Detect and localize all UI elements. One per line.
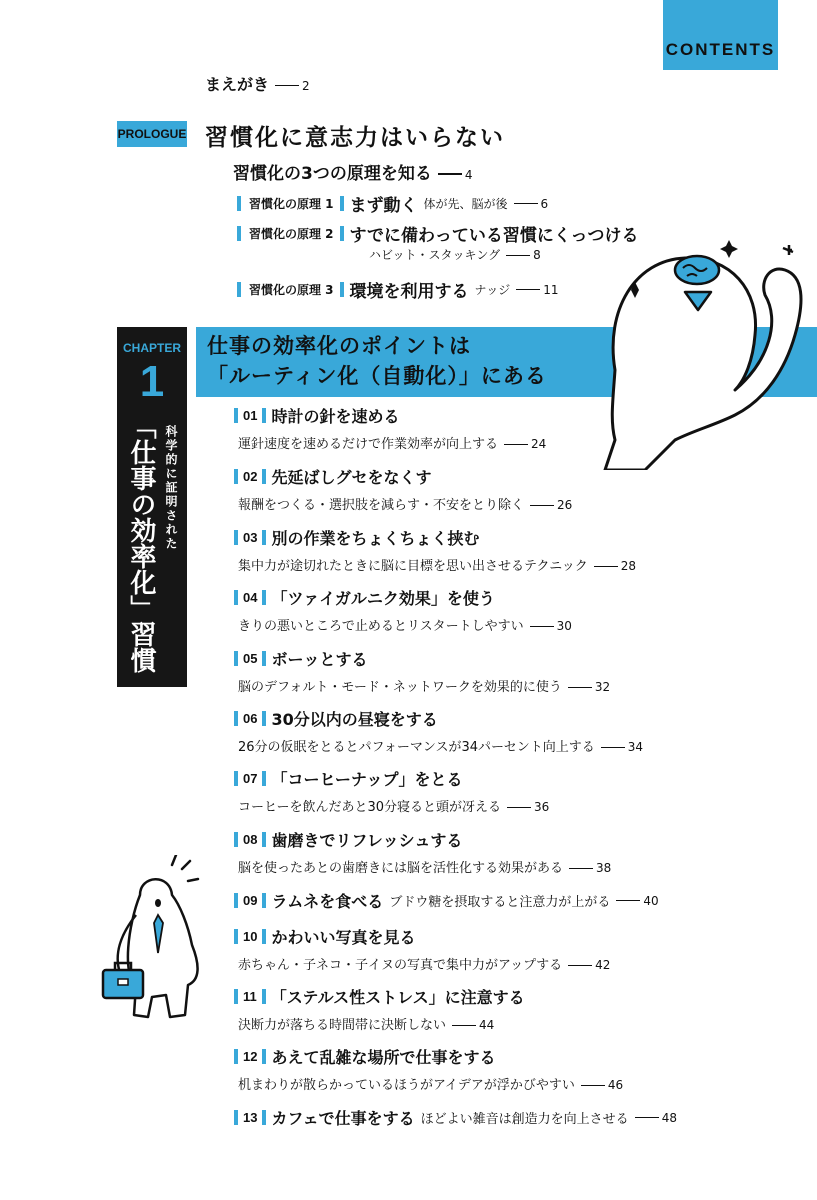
prologue-subsection[interactable] xyxy=(233,159,472,184)
item-number: 08 xyxy=(243,832,258,847)
item-page: 42 xyxy=(595,958,611,972)
leader-dash xyxy=(568,687,592,689)
leader-dash xyxy=(616,900,640,902)
prologue-sub-title: 習慣化の3つの原理を知る xyxy=(233,164,432,184)
leader-dash xyxy=(581,1085,605,1087)
item-number: 10 xyxy=(243,929,258,944)
toc-item-04[interactable] xyxy=(234,586,572,634)
item-number: 07 xyxy=(243,771,258,786)
chapter-title[interactable] xyxy=(207,331,547,391)
principle-page: 6 xyxy=(540,197,549,211)
accent-bar xyxy=(262,651,266,666)
toc-item-07[interactable] xyxy=(234,767,549,815)
item-page: 44 xyxy=(479,1018,495,1032)
chapter-title-line2: 「ルーティン化（自動化）」にある xyxy=(207,364,547,388)
item-title: かわいい写真を見る xyxy=(271,928,416,947)
item-desc: 赤ちゃん・子ネコ・子イヌの写真で集中力がアップする xyxy=(238,958,563,973)
item-number: 04 xyxy=(243,590,258,605)
principle-note: 体が先、脳が後 xyxy=(423,197,508,211)
accent-bar xyxy=(234,771,238,786)
chapter-label: CHAPTER xyxy=(122,341,181,355)
toc-item-12[interactable] xyxy=(234,1045,623,1093)
item-page: 38 xyxy=(596,861,612,875)
principle-2-note xyxy=(369,246,541,263)
principle-note: ハビット・スタッキング xyxy=(369,248,501,262)
leader-dash xyxy=(601,747,625,749)
item-desc: ほどよい雑音は創造力を向上させる xyxy=(420,1112,629,1127)
accent-bar xyxy=(262,1110,266,1125)
accent-bar xyxy=(262,469,266,484)
leader-dash xyxy=(569,868,593,870)
item-number: 13 xyxy=(243,1110,258,1125)
accent-bar xyxy=(237,226,241,241)
leader-dash xyxy=(507,807,531,809)
item-title: 別の作業をちょくちょく挟む xyxy=(271,529,480,548)
accent-bar xyxy=(262,929,266,944)
leader-dash xyxy=(530,626,554,628)
toc-item-09[interactable] xyxy=(234,889,659,912)
accent-bar xyxy=(234,711,238,726)
item-page: 24 xyxy=(531,437,547,451)
principle-label: 習慣化の原理 2 xyxy=(249,227,334,241)
item-title: 「コーヒーナップ」をとる xyxy=(271,770,463,789)
leader-dash xyxy=(504,444,528,446)
chapter-number: 1 xyxy=(139,357,165,406)
item-desc: 脳を使ったあとの歯磨きには脳を活性化する効果がある xyxy=(238,861,564,876)
accent-bar xyxy=(234,408,238,423)
item-page: 36 xyxy=(534,800,550,814)
item-desc: 脳のデフォルト・モード・ネットワークを効果的に使う xyxy=(238,680,562,695)
accent-bar xyxy=(234,469,238,484)
prologue-tag-label: PROLOGUE xyxy=(117,127,187,141)
accent-bar xyxy=(234,929,238,944)
item-title: あえて乱雑な場所で仕事をする xyxy=(271,1048,496,1067)
toc-item-10[interactable] xyxy=(234,925,610,973)
maegaki-page: 2 xyxy=(302,79,310,93)
leader-dash xyxy=(438,173,462,175)
principle-label: 習慣化の原理 1 xyxy=(249,197,334,211)
item-title: 歯磨きでリフレッシュする xyxy=(271,831,463,850)
item-desc: 集中力が途切れたときに脳に目標を思い出させるテクニック xyxy=(238,559,588,574)
item-title: 30分以内の昼寝をする xyxy=(271,710,438,729)
item-title: 先延ばしグセをなくす xyxy=(271,468,432,487)
accent-bar xyxy=(262,893,266,908)
accent-bar xyxy=(237,282,241,297)
chapter-title-line1: 仕事の効率化のポイントは xyxy=(207,334,471,358)
accent-bar xyxy=(234,1110,238,1125)
item-title: 「ツァイガルニク効果」を使う xyxy=(271,589,495,608)
item-number: 06 xyxy=(243,711,258,726)
item-page: 28 xyxy=(620,559,636,573)
businessman-character-icon xyxy=(100,855,220,1025)
item-desc: きりの悪いところで止めるとリスタートしやすい xyxy=(238,619,524,634)
accent-bar xyxy=(234,989,238,1004)
thinking-character-icon xyxy=(555,240,817,470)
accent-bar xyxy=(234,1049,238,1064)
leader-dash xyxy=(594,566,618,568)
prologue-sub-page: 4 xyxy=(464,168,473,182)
accent-bar xyxy=(234,590,238,605)
item-desc: ブドウ糖を摂取すると注意力が上がる xyxy=(389,895,611,910)
item-page: 26 xyxy=(557,498,573,512)
accent-bar xyxy=(262,408,266,423)
item-number: 03 xyxy=(243,530,258,545)
accent-bar xyxy=(262,530,266,545)
accent-bar xyxy=(237,196,241,211)
item-number: 12 xyxy=(243,1049,258,1064)
toc-item-08[interactable] xyxy=(234,828,611,876)
accent-bar xyxy=(262,1049,266,1064)
toc-item-05[interactable] xyxy=(234,647,610,695)
principle-title: 環境を利用する xyxy=(349,282,469,302)
item-title: 「ステルス性ストレス」に注意する xyxy=(270,988,525,1007)
item-desc: コーヒーを飲んだあと30分寝ると頭が冴える xyxy=(238,800,502,815)
chapter-side-title: 「仕事の効率化」習慣 xyxy=(126,413,156,673)
prologue-tag xyxy=(117,121,187,147)
leader-dash xyxy=(452,1025,476,1027)
accent-bar xyxy=(262,989,266,1004)
principle-title: まず動く xyxy=(349,196,418,216)
accent-bar xyxy=(340,226,344,241)
item-number: 09 xyxy=(243,893,258,908)
principle-page: 8 xyxy=(533,248,541,262)
maegaki-title: まえがき xyxy=(205,75,270,94)
principle-1[interactable] xyxy=(237,191,548,216)
accent-bar xyxy=(262,832,266,847)
accent-bar xyxy=(234,651,238,666)
leader-dash xyxy=(635,1117,659,1119)
item-number: 11 xyxy=(243,989,257,1004)
accent-bar xyxy=(262,711,266,726)
item-number: 05 xyxy=(243,651,258,666)
leader-dash xyxy=(516,289,540,291)
item-page: 34 xyxy=(627,740,644,754)
principle-note: ナッジ xyxy=(474,283,511,297)
toc-item-06[interactable] xyxy=(234,707,643,755)
item-title: ラムネを食べる xyxy=(271,892,384,911)
chapter-side-panel xyxy=(117,327,187,687)
chapter-side-subtitle: 科学的に証明された xyxy=(164,425,178,551)
item-desc: 決断力が落ちる時間帯に決断しない xyxy=(238,1018,447,1033)
item-page: 46 xyxy=(607,1078,624,1092)
item-number: 01 xyxy=(243,408,258,423)
principle-title: すでに備わっている習慣にくっつける xyxy=(349,226,639,246)
toc-item-03[interactable] xyxy=(234,526,636,574)
accent-bar xyxy=(234,530,238,545)
leader-dash xyxy=(275,85,299,87)
accent-bar xyxy=(340,196,344,211)
item-desc: 運針速度を速めるだけで作業効率が向上する xyxy=(238,437,499,452)
item-title: カフェで仕事をする xyxy=(271,1109,415,1128)
item-page: 48 xyxy=(661,1111,677,1125)
leader-dash xyxy=(530,505,554,507)
item-desc: 26分の仮眠をとるとパフォーマンスが34パーセント向上する xyxy=(238,740,595,755)
item-desc: 机まわりが散らかっているほうがアイデアが浮かびやすい xyxy=(238,1078,575,1093)
item-desc: 報酬をつくる・選択肢を減らす・不安をとり除く xyxy=(238,498,525,513)
leader-dash xyxy=(514,203,538,205)
principle-label: 習慣化の原理 3 xyxy=(249,283,334,297)
principle-3[interactable] xyxy=(237,277,559,302)
item-page: 40 xyxy=(643,894,659,908)
contents-tab xyxy=(663,0,778,70)
principle-page: 11 xyxy=(543,283,559,297)
item-page: 30 xyxy=(556,619,572,633)
leader-dash xyxy=(506,255,530,257)
accent-bar xyxy=(340,282,344,297)
item-title: 時計の針を速める xyxy=(271,407,400,426)
item-number: 02 xyxy=(243,469,258,484)
toc-item-02[interactable] xyxy=(234,465,572,513)
maegaki-entry[interactable] xyxy=(205,72,310,95)
accent-bar xyxy=(262,771,266,786)
item-title: ボーッとする xyxy=(271,650,368,669)
toc-item-01[interactable] xyxy=(234,404,546,452)
item-page: 32 xyxy=(594,680,611,694)
accent-bar xyxy=(234,832,238,847)
accent-bar xyxy=(262,590,266,605)
contents-label: CONTENTS xyxy=(665,40,776,59)
accent-bar xyxy=(234,893,238,908)
toc-item-11[interactable] xyxy=(234,985,525,1033)
prologue-title[interactable]: 習慣化に意志力はいらない xyxy=(205,125,505,151)
toc-item-13[interactable] xyxy=(234,1106,677,1129)
leader-dash xyxy=(568,965,592,967)
